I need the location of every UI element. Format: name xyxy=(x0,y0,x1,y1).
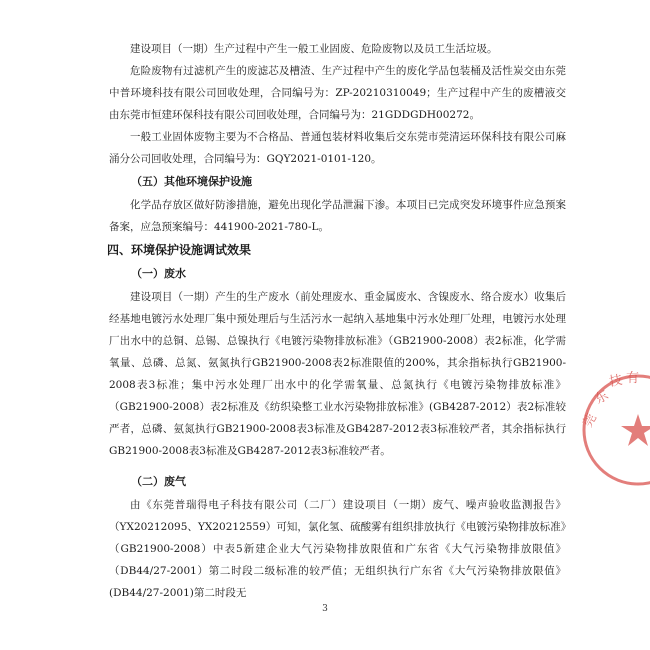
heading-other-protection: （五）其他环境保护设施 xyxy=(131,175,252,188)
spacer xyxy=(109,462,566,470)
paragraph-general-waste: 一般工业固体废物主要为不合格品、普通包装材料收集后交东莞市莞清运环保科技有限公司麻涌分公司回收处理，合同编号为：GQY2021-0101-120。 xyxy=(109,131,566,165)
page-number: 3 xyxy=(322,604,328,614)
heading-wastewater: （一）废水 xyxy=(131,267,186,280)
page-content xyxy=(109,38,566,604)
svg-text:技: 技 xyxy=(608,372,624,390)
svg-text:东: 东 xyxy=(592,387,612,408)
paragraph-hazardous-waste: 危险废物有过滤机产生的废滤芯及槽渣、生产过程中产生的废化学品包装桶及活性炭交由东莞中普环境科技有限公司回收处理，合同编号为：ZP-20210310049；生产过程中产生的废槽液交由东莞市恒建环保科技有限公司回收处理，合同编号为：21GDDGDH00272。 xyxy=(109,65,566,121)
company-seal-stamp xyxy=(578,370,650,490)
svg-text:莞: 莞 xyxy=(580,411,600,430)
paragraph-solid-waste-intro: 建设项目（一期）生产过程中产生一般工业固废、危险废物以及员工生活垃圾。 xyxy=(130,43,498,55)
heading-section-four: 四、环境保护设施调试效果 xyxy=(107,243,252,257)
paragraph-wastewater: 建设项目（一期）产生的生产废水（前处理废水、重金属废水、含镍废水、络合废水）收集后经基地电镀污水处理厂集中预处理后与生活污水一起纳入基地集中污水处理厂处理，电镀污水处理厂出水中的总铜、总锡、总镍执行《电镀污染物排放标准》（GB21900-2008）表2标准，化学需氧量、总磷、总氮、氨氮执行GB21900-2008表2标准限值的200%，其余指标执行GB21900-2008表3标准；集中污水处理厂出水中的化学需氧量、总氮执行《电镀污染物排放标准》（GB21900-2008）表2标准及《纺织染整工业水污染物排放标准》(GB4287-2012）表2标准较严者，总磷、氨氮执行GB21900-2008表3标准及GB4287-2012表3标准较严者，其余指标执行GB21900-2008表3标准及GB4287-2012表3标准较严者。 xyxy=(109,291,566,457)
svg-text:有: 有 xyxy=(626,371,640,386)
paragraph-chemical-storage: 化学品存放区做好防渗措施，避免出现化学品泄漏下渗。本项目已完成突发环境事件应急预案备案，应急预案编号：441900-2021-780-L。 xyxy=(109,199,566,233)
heading-exhaust-gas: （二）废气 xyxy=(131,475,186,488)
paragraph-exhaust-gas: 由《东莞普瑞得电子科技有限公司（二厂）建设项目（一期）废气、噪声验收监测报告》（YX20212095、YX20212559）可知，氯化氢、硫酸雾有组织排放执行《电镀污染物排放标准》（GB21900-2008）中表5新建企业大气污染物排放限值和广东省《大气污染物排放限值》（DB44/27-2001）第二时段二级标准的较严值；无组织执行广东省《大气污染物排放限值》(DB44/27-2001)第二时段无 xyxy=(109,499,566,599)
